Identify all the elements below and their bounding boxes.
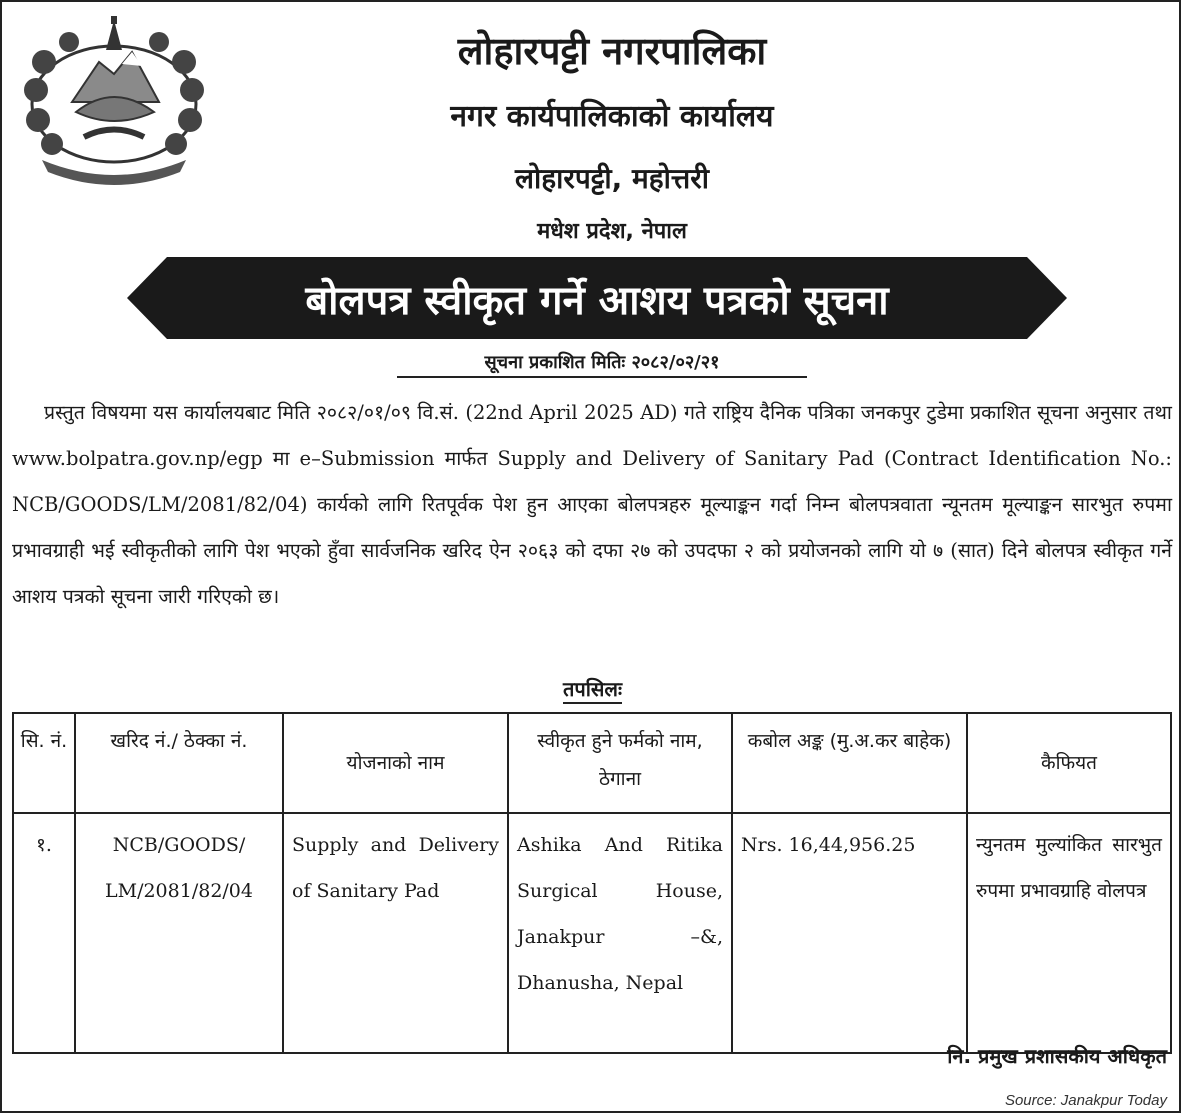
source-credit: Source: Janakpur Today [1004,1092,1167,1109]
award-table [12,712,1172,1054]
publish-date: सूचना प्रकाशित मितिः २०८२/०२/२१ [397,350,807,378]
notice-body: प्रस्तुत विषयमा यस कार्यालयबाट मिति २०८२/०१/०९ वि.सं. (22nd April 2025 AD) गते राष्ट्रिय दैनिक पत्रिका जनकपुर टुडेमा प्रकाशित सूचना अनुसार तथा www.bolpatra.gov.np/egp मा e–Submission मार्फत Supply and Delivery of Sanitary Pad (Contract Identification No.: NCB/GOODS/LM/2081/82/04) कार्यको लागि रितपूर्वक पेश हुन आएका बोलपत्रहरु मूल्याङ्कन गर्दा निम्न बोलपत्रवाता न्यूनतम मूल्याङ्कन सारभुत रुपमा प्रभावग्राही भई स्वीकृतीको लागि पेश भएको हुँवा सार्वजनिक खरिद ऐन २०६३ को दफा २७ को उपदफा २ को प्रयोजनको लागि यो ७ (सात) दिने बोलपत्र स्वीकृत गर्ने आशय पत्रको सूचना जारी गरिएको छ। [12,401,1172,608]
nepal-emblem-icon [14,12,214,187]
office-location: लोहारपट्टी, महोत्तरी [515,162,709,195]
header-amount: कबोल अङ्क (मु.अ.कर बाहेक) [732,713,967,813]
header-sn: सि. नं. [13,713,75,813]
table-header-row [13,713,1171,813]
cell-amount: Nrs. 16,44,956.25 [732,813,967,1053]
cell-project [283,813,508,1053]
header-remarks: कैफियत [967,713,1171,813]
cell-project-text: Supply and Delivery of Sanitary Pad [292,834,499,902]
office-name: नगर कार्यपालिकाको कार्यालय [450,99,774,134]
header-project: योजनाको नाम [283,713,508,813]
details-heading: तपसिलः [563,677,622,704]
table-row [13,813,1171,1053]
signatory-title: नि. प्रमुख प्रशासकीय अधिकृत [947,1044,1167,1068]
cell-contract-no: NCB/GOODS/ LM/2081/82/04 [75,813,283,1053]
province-country: मधेश प्रदेश, नेपाल [537,219,687,244]
cell-sn: १. [13,813,75,1053]
header-firm: स्वीकृत हुने फर्मको नाम, ठेगाना [508,713,732,813]
cell-remarks: न्युनतम मुल्यांकित सारभुत रुपमा प्रभावग्राहि वोलपत्र [967,813,1171,1053]
notice-title: बोलपत्र स्वीकृत गर्ने आशय पत्रको सूचना [305,277,889,324]
header-contract-no: खरिद नं./ ठेक्का नं. [75,713,283,813]
municipality-name: लोहारपट्टी नगरपालिका [457,29,767,73]
details-heading-wrap [2,675,1181,702]
title-banner [127,257,1067,339]
cell-firm: Ashika And Ritika Surgical House, Janakpur –&, Dhanusha, Nepal [508,813,732,1053]
